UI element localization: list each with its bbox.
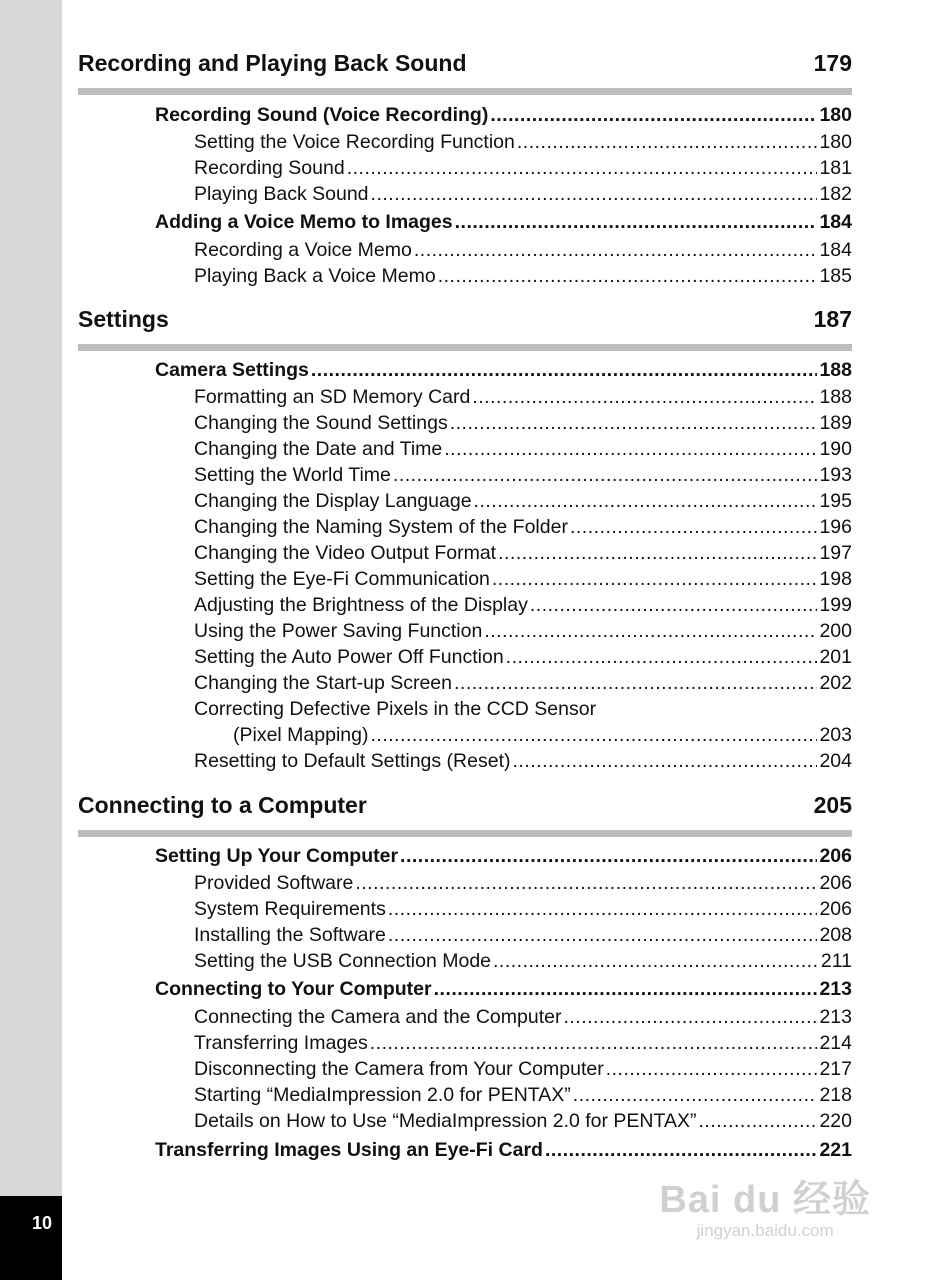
leader-dots <box>474 488 818 514</box>
leader-dots <box>563 1004 817 1030</box>
entry-page: 198 <box>819 568 852 590</box>
entry-label: Installing the Software <box>194 924 386 946</box>
section-rule <box>78 830 852 837</box>
toc-entry[interactable] <box>194 566 852 592</box>
leader-dots <box>570 514 818 540</box>
toc-entry[interactable] <box>194 237 852 263</box>
entry-page: 217 <box>819 1058 852 1080</box>
entry-label: Setting the Eye-Fi Communication <box>194 568 490 590</box>
leader-dots <box>388 922 818 948</box>
leader-dots <box>454 670 817 696</box>
entry-page: 213 <box>819 1006 852 1028</box>
entry-page: 190 <box>819 438 852 460</box>
entry-page: 188 <box>819 386 852 408</box>
entry-page: 202 <box>819 672 852 694</box>
entry-label: Recording Sound (Voice Recording) <box>155 104 489 126</box>
toc-entry[interactable] <box>155 843 852 869</box>
entry-page: 193 <box>819 464 852 486</box>
entry-page: 196 <box>819 516 852 538</box>
section-heading[interactable] <box>78 47 852 79</box>
leader-dots <box>472 384 817 410</box>
toc-entry[interactable] <box>194 896 852 922</box>
section-page: 187 <box>813 306 852 332</box>
entry-label: Provided Software <box>194 872 354 894</box>
toc-entry[interactable] <box>194 644 852 670</box>
entry-page: 220 <box>819 1110 852 1132</box>
leader-dots <box>492 566 818 592</box>
entry-label: Adding a Voice Memo to Images <box>155 211 453 233</box>
entry-label: Changing the Display Language <box>194 490 472 512</box>
leader-dots <box>606 1056 818 1082</box>
section-rule <box>78 88 852 95</box>
toc-entry[interactable] <box>194 181 852 207</box>
entry-label: Setting the USB Connection Mode <box>194 950 492 972</box>
leader-dots <box>400 843 817 869</box>
entry-label: Playing Back Sound <box>194 183 369 205</box>
toc-entry[interactable] <box>155 102 852 128</box>
watermark-url: jingyan.baidu.com <box>696 1221 834 1240</box>
toc-entry[interactable] <box>155 976 852 1002</box>
entry-page: 199 <box>819 594 852 616</box>
leader-dots <box>434 976 818 1002</box>
section-heading[interactable] <box>78 303 852 335</box>
entry-label: Transferring Images Using an Eye-Fi Card <box>155 1139 543 1161</box>
entry-label: Starting “MediaImpression 2.0 for PENTAX” <box>194 1084 571 1106</box>
leader-dots <box>414 237 818 263</box>
toc-entry[interactable] <box>194 263 852 289</box>
toc-entry[interactable] <box>194 462 852 488</box>
entry-page: 180 <box>819 104 852 126</box>
entry-label: Setting the Voice Recording Function <box>194 131 515 153</box>
entry-page: 208 <box>819 924 852 946</box>
leader-dots <box>393 462 818 488</box>
entry-page: 214 <box>819 1032 852 1054</box>
section-page: 205 <box>813 792 852 818</box>
leader-dots <box>513 748 818 774</box>
entry-label: Transferring Images <box>194 1032 368 1054</box>
entry-label: Recording Sound <box>194 157 345 179</box>
entry-label: Changing the Date and Time <box>194 438 443 460</box>
leader-dots <box>311 357 818 383</box>
entry-page: 184 <box>819 211 852 233</box>
entry-label: Playing Back a Voice Memo <box>194 265 436 287</box>
leader-dots <box>355 870 817 896</box>
toc-entry[interactable] <box>194 618 852 644</box>
entry-page: 203 <box>819 724 852 746</box>
page-number: 10 <box>32 1213 53 1233</box>
leader-dots <box>517 129 818 155</box>
toc-entry[interactable] <box>194 948 852 974</box>
leader-dots <box>444 436 817 462</box>
toc-entry[interactable] <box>194 488 852 514</box>
entry-label: Changing the Video Output Format <box>194 542 497 564</box>
entry-page: 206 <box>819 872 852 894</box>
entry-label: Changing the Naming System of the Folder <box>194 516 568 538</box>
entry-page: 200 <box>819 620 852 642</box>
entry-page: 213 <box>819 978 852 1000</box>
entry-label: Camera Settings <box>155 359 309 381</box>
toc-entry[interactable] <box>194 1004 852 1030</box>
entry-page: 182 <box>819 183 852 205</box>
toc-entry[interactable] <box>194 514 852 540</box>
entry-label: System Requirements <box>194 898 386 920</box>
entry-page: 185 <box>819 265 852 287</box>
entry-page: 206 <box>819 845 852 867</box>
toc-entry[interactable] <box>194 670 852 696</box>
entry-page: 188 <box>819 359 852 381</box>
entry-label: Details on How to Use “MediaImpression 2.0 for PENTAX” <box>194 1110 697 1132</box>
entry-label: (Pixel Mapping) <box>233 724 369 746</box>
entry-label: Recording a Voice Memo <box>194 239 412 261</box>
entry-page: 211 <box>820 950 852 972</box>
toc-entry[interactable] <box>194 384 852 410</box>
toc-entry[interactable] <box>194 1082 852 1108</box>
leader-dots <box>484 618 817 644</box>
leader-dots <box>388 896 818 922</box>
leader-dots <box>498 540 817 566</box>
toc-entry[interactable] <box>233 722 852 748</box>
entry-page: 184 <box>819 239 852 261</box>
toc-entry[interactable] <box>194 540 852 566</box>
entry-page: 197 <box>819 542 852 564</box>
watermark-brand: Bai du 经验 <box>659 1179 871 1221</box>
entry-page: 218 <box>819 1084 852 1106</box>
leader-dots <box>450 410 818 436</box>
toc-entry[interactable] <box>194 155 852 181</box>
entry-page: 221 <box>819 1139 852 1161</box>
toc-entry-continued[interactable]: Correcting Defective Pixels in the CCD Sensor <box>194 698 597 720</box>
entry-label: Setting Up Your Computer <box>155 845 399 867</box>
leader-dots <box>699 1108 818 1134</box>
entry-page: 181 <box>819 157 852 179</box>
entry-label: Resetting to Default Settings (Reset) <box>194 750 511 772</box>
toc-entry[interactable] <box>194 922 852 948</box>
entry-label: Adjusting the Brightness of the Display <box>194 594 528 616</box>
entry-page: 195 <box>819 490 852 512</box>
toc-entry[interactable] <box>155 209 852 235</box>
section-rule <box>78 344 852 351</box>
toc-entry[interactable] <box>194 1056 852 1082</box>
leader-dots <box>455 209 818 235</box>
section-title: Recording and Playing Back Sound <box>78 50 467 76</box>
entry-label: Changing the Start-up Screen <box>194 672 452 694</box>
entry-label: Connecting the Camera and the Computer <box>194 1006 562 1028</box>
entry-page: 180 <box>819 131 852 153</box>
leader-dots <box>545 1137 818 1163</box>
page-number-tab <box>0 1196 62 1280</box>
leader-dots <box>573 1082 818 1108</box>
leader-dots <box>370 1030 818 1056</box>
leader-dots <box>371 181 818 207</box>
toc-entry[interactable] <box>194 1108 852 1134</box>
leader-dots <box>370 722 817 748</box>
leader-dots <box>530 592 818 618</box>
toc-entry[interactable] <box>194 1030 852 1056</box>
entry-page: 201 <box>819 646 852 668</box>
entry-label: Formatting an SD Memory Card <box>194 386 471 408</box>
section-title: Connecting to a Computer <box>78 792 367 818</box>
entry-label: Using the Power Saving Function <box>194 620 483 642</box>
toc-entry[interactable] <box>194 870 852 896</box>
toc-entry[interactable] <box>194 436 852 462</box>
leader-dots <box>347 155 818 181</box>
section-heading[interactable] <box>78 789 852 821</box>
entry-page: 206 <box>819 898 852 920</box>
toc-entry[interactable] <box>194 592 852 618</box>
toc-entry[interactable] <box>155 357 852 383</box>
section-title: Settings <box>78 306 169 332</box>
leader-dots <box>506 644 818 670</box>
toc-entry[interactable] <box>194 748 852 774</box>
entry-label: Setting the World Time <box>194 464 391 486</box>
leader-dots <box>490 102 817 128</box>
toc-entry[interactable] <box>194 410 852 436</box>
section-page: 179 <box>813 50 852 76</box>
entry-label: Connecting to Your Computer <box>155 978 432 1000</box>
watermark-logo <box>659 1168 871 1241</box>
entry-label: Disconnecting the Camera from Your Computer <box>194 1058 604 1080</box>
leader-dots <box>493 948 819 974</box>
toc-entry[interactable] <box>194 129 852 155</box>
entry-label: Changing the Sound Settings <box>194 412 448 434</box>
leader-dots <box>438 263 818 289</box>
toc-entry[interactable] <box>155 1137 852 1163</box>
entry-label: Setting the Auto Power Off Function <box>194 646 504 668</box>
entry-page: 204 <box>819 750 852 772</box>
entry-page: 189 <box>819 412 852 434</box>
